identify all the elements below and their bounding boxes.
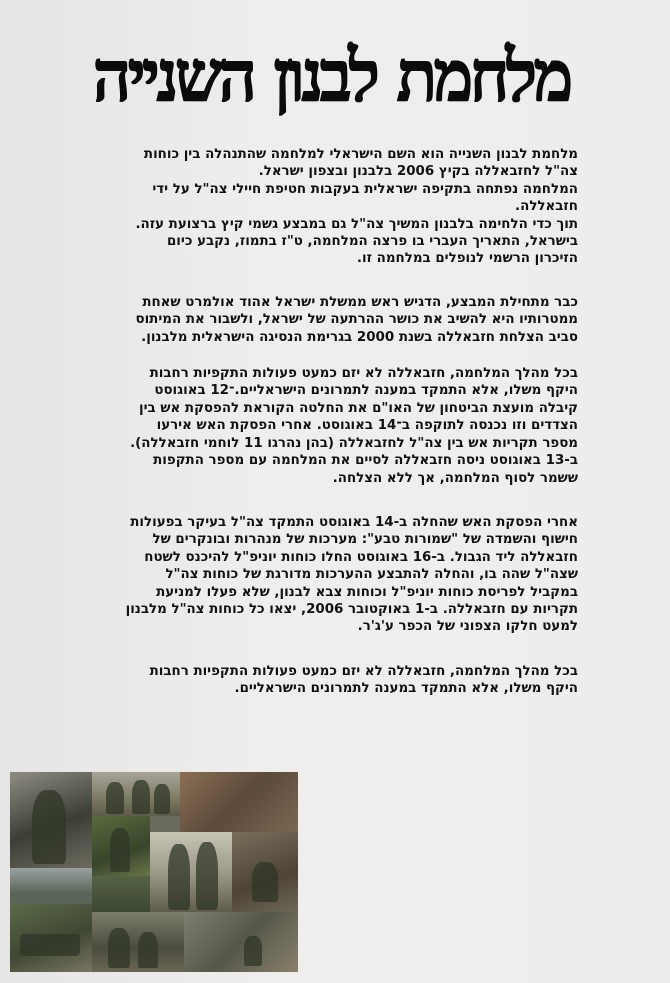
text-line: מספר תקריות אש בין צה"ל לחזבאללה (בהן נהרגו 11 לוחמי חזבאללה). [130,435,578,451]
text-line: סביב הצלחת חזבאללה בשנת 2000 בגרימת הנסיגה הישראלית מלבנון. [141,329,578,345]
text-line: הצדדים וזו נכנסה לתוקפה ב־14 באוגוסט. אחרי הפסקת האש אירעו [156,418,578,434]
text-line: חישוף והשמדה של "שמורות טבע": מערכות של מנהרות ובונקרים של [152,532,578,548]
text-line: חזבאללה. [515,199,578,215]
photo-soldiers-group [92,772,180,816]
text-line: כבר מתחילת המבצע, הדגיש ראש ממשלת ישראל אהוד אולמרט שאחת [142,294,578,310]
photo-armored-vehicle [10,904,92,972]
text-line: חזבאללה ליד הגבול. ב-16 באוגוסט החלו כוחות יוניפ"ל להיכנס לשטח [144,549,578,565]
paragraph-ceasefire [108,365,578,487]
text-line: קיבלה מועצת הביטחון של האו"ם את החלטה הקוראת להפסקת אש בין [138,400,578,416]
text-line: הזיכרון הרשמי לנופלים במלחמה זו. [356,251,578,267]
text-line: במקביל לפריסת כוחות יוניפ"ל וכוחות צבא לבנון, שלא פעלו למניעת [156,584,578,600]
text-line: המלחמה נפתחה בתקיפה ישראלית בעקבות חטיפת חיילי צה"ל על ידי [152,181,578,197]
text-line: בכל מהלך המלחמה, חזבאללה לא יזם כמעט פעולות התקפיות רחבות [149,366,578,382]
paragraph-aftermath [108,514,578,636]
text-line: אחרי הפסקת האש שהחלה ב-14 באוגוסט התמקד צה"ל בעיקר בפעולות [130,514,578,530]
photo-convoy [10,868,92,904]
text-line: ממטרותיו היא להשיב את כושר ההרתעה של ישראל, ולשבור את המיתוס [135,312,578,328]
text-line: ב-13 באוגוסט ניסה חזבאללה לסיים את המלחמה עם מספר התקפות [153,453,578,469]
page-title: מלחמת לבנון השנייה [93,32,570,119]
photo-soldiers-resting [92,912,184,972]
text-line: ששמר לסוף המלחמה, אך ללא הצלחה. [332,470,578,486]
text-line: היקף משלו, אלא התמקד במענה לתמרונים הישראליים.־12 באוגוסט [154,383,578,399]
photo-soldiers-landscape [184,912,298,972]
text-line: שצה"ל שהה בו, והחלה להתבצע ההערכות מדורגת של כוחות צה"ל [165,567,578,583]
text-line: בכל מהלך המלחמה, חזבאללה לא יזם כמעט פעולות התקפיות רחבות [149,663,578,679]
text-line: למעט חלקו הצפוני של הכפר ע'ג'ר. [357,619,578,635]
photo-two-soldiers [150,832,232,912]
text-line: צה"ל לחזבאללה בקיץ 2006 בלבנון ובצפון ישראל. [258,164,578,180]
photo-soldier-gas-mask [10,772,92,868]
photo-kneeling-soldier [232,832,298,912]
paragraph-goals [108,294,578,346]
article-body [108,146,578,698]
text-line: תקריות עם חזבאללה. ב-1 באוקטובר 2006, יצאו כל כוחות צה"ל מלבנון [125,601,578,617]
text-line: תוך כדי הלחימה בלבנון המשיך צה"ל גם במבצע גשמי קיץ ברצועת עזה. [135,216,578,232]
photo-collage [10,772,298,972]
text-line: מלחמת לבנון השנייה הוא השם הישראלי למלחמה שהתנהלה בין כוחות [143,147,578,162]
text-line: היקף משלו, אלא התמקד במענה לתמרונים הישראליים. [234,681,578,697]
text-line: בישראל, התאריך העברי בו פרצה המלחמה, ט"ז בתמוז, נקבע כיום [166,234,578,250]
photo-rocky-terrain [180,772,298,832]
photo-forest [92,876,150,912]
paragraph-intro [108,146,578,268]
paragraph-summary [108,663,578,698]
photo-soldier-field [92,816,150,876]
